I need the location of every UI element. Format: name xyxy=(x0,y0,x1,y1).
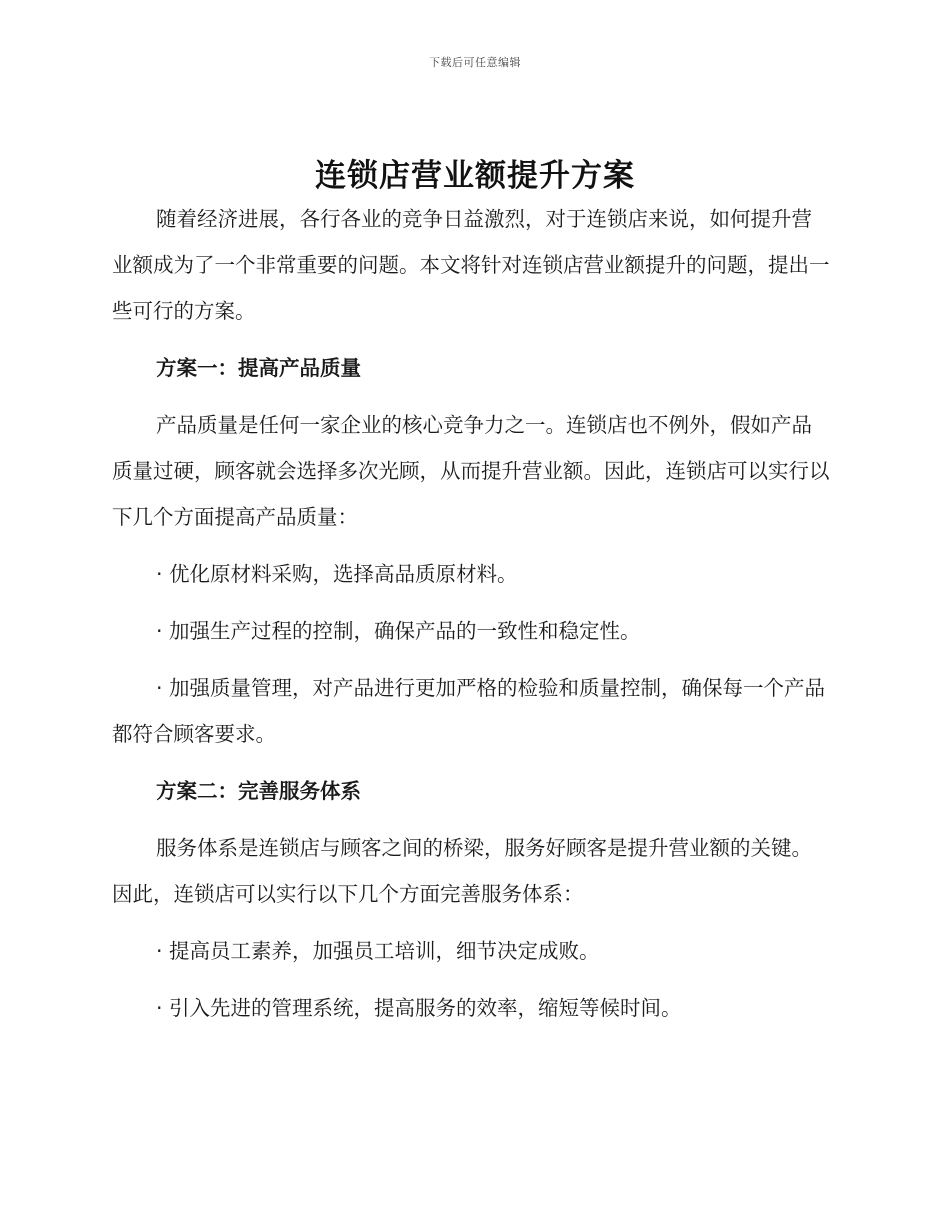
section1-paragraph: 产品质量是任何一家企业的核心竞争力之一。连锁店也不例外，假如产品质量过硬，顾客就会选择多次光顾，从而提升营业额。因此，连锁店可以实行以下几个方面提高产品质量： xyxy=(112,413,830,529)
intro-paragraph: 随着经济进展，各行各业的竞争日益激烈，对于连锁店来说，如何提升营业额成为了一个非常重要的问题。本文将针对连锁店营业额提升的问题，提出一些可行的方案。 xyxy=(112,207,830,323)
section1-bullet-1: · 优化原材料采购，选择高品质原材料。 xyxy=(156,562,518,586)
document-title: 连锁店营业额提升方案 xyxy=(315,158,635,194)
section1-bullet-3: · 加强质量管理，对产品进行更加严格的检验和质量控制，确保每一个产品都符合顾客要求。 xyxy=(112,676,826,746)
section2-heading: 方案二：完善服务体系 xyxy=(156,779,361,803)
section2-bullet-2: · 引入先进的管理系统，提高服务的效率，缩短等候时间。 xyxy=(156,996,682,1020)
document-body xyxy=(112,196,832,1031)
section2-bullet-1: · 提高员工素养，加强员工培训，细节决定成败。 xyxy=(156,939,600,963)
section1-heading: 方案一：提高产品质量 xyxy=(156,356,361,380)
section2-paragraph: 服务体系是连锁店与顾客之间的桥梁，服务好顾客是提升营业额的关键。因此，连锁店可以实行以下几个方面完善服务体系： xyxy=(112,836,812,906)
header-note: 下载后可任意编辑 xyxy=(429,56,521,69)
section1-bullet-2: · 加强生产过程的控制，确保产品的一致性和稳定性。 xyxy=(156,619,641,643)
